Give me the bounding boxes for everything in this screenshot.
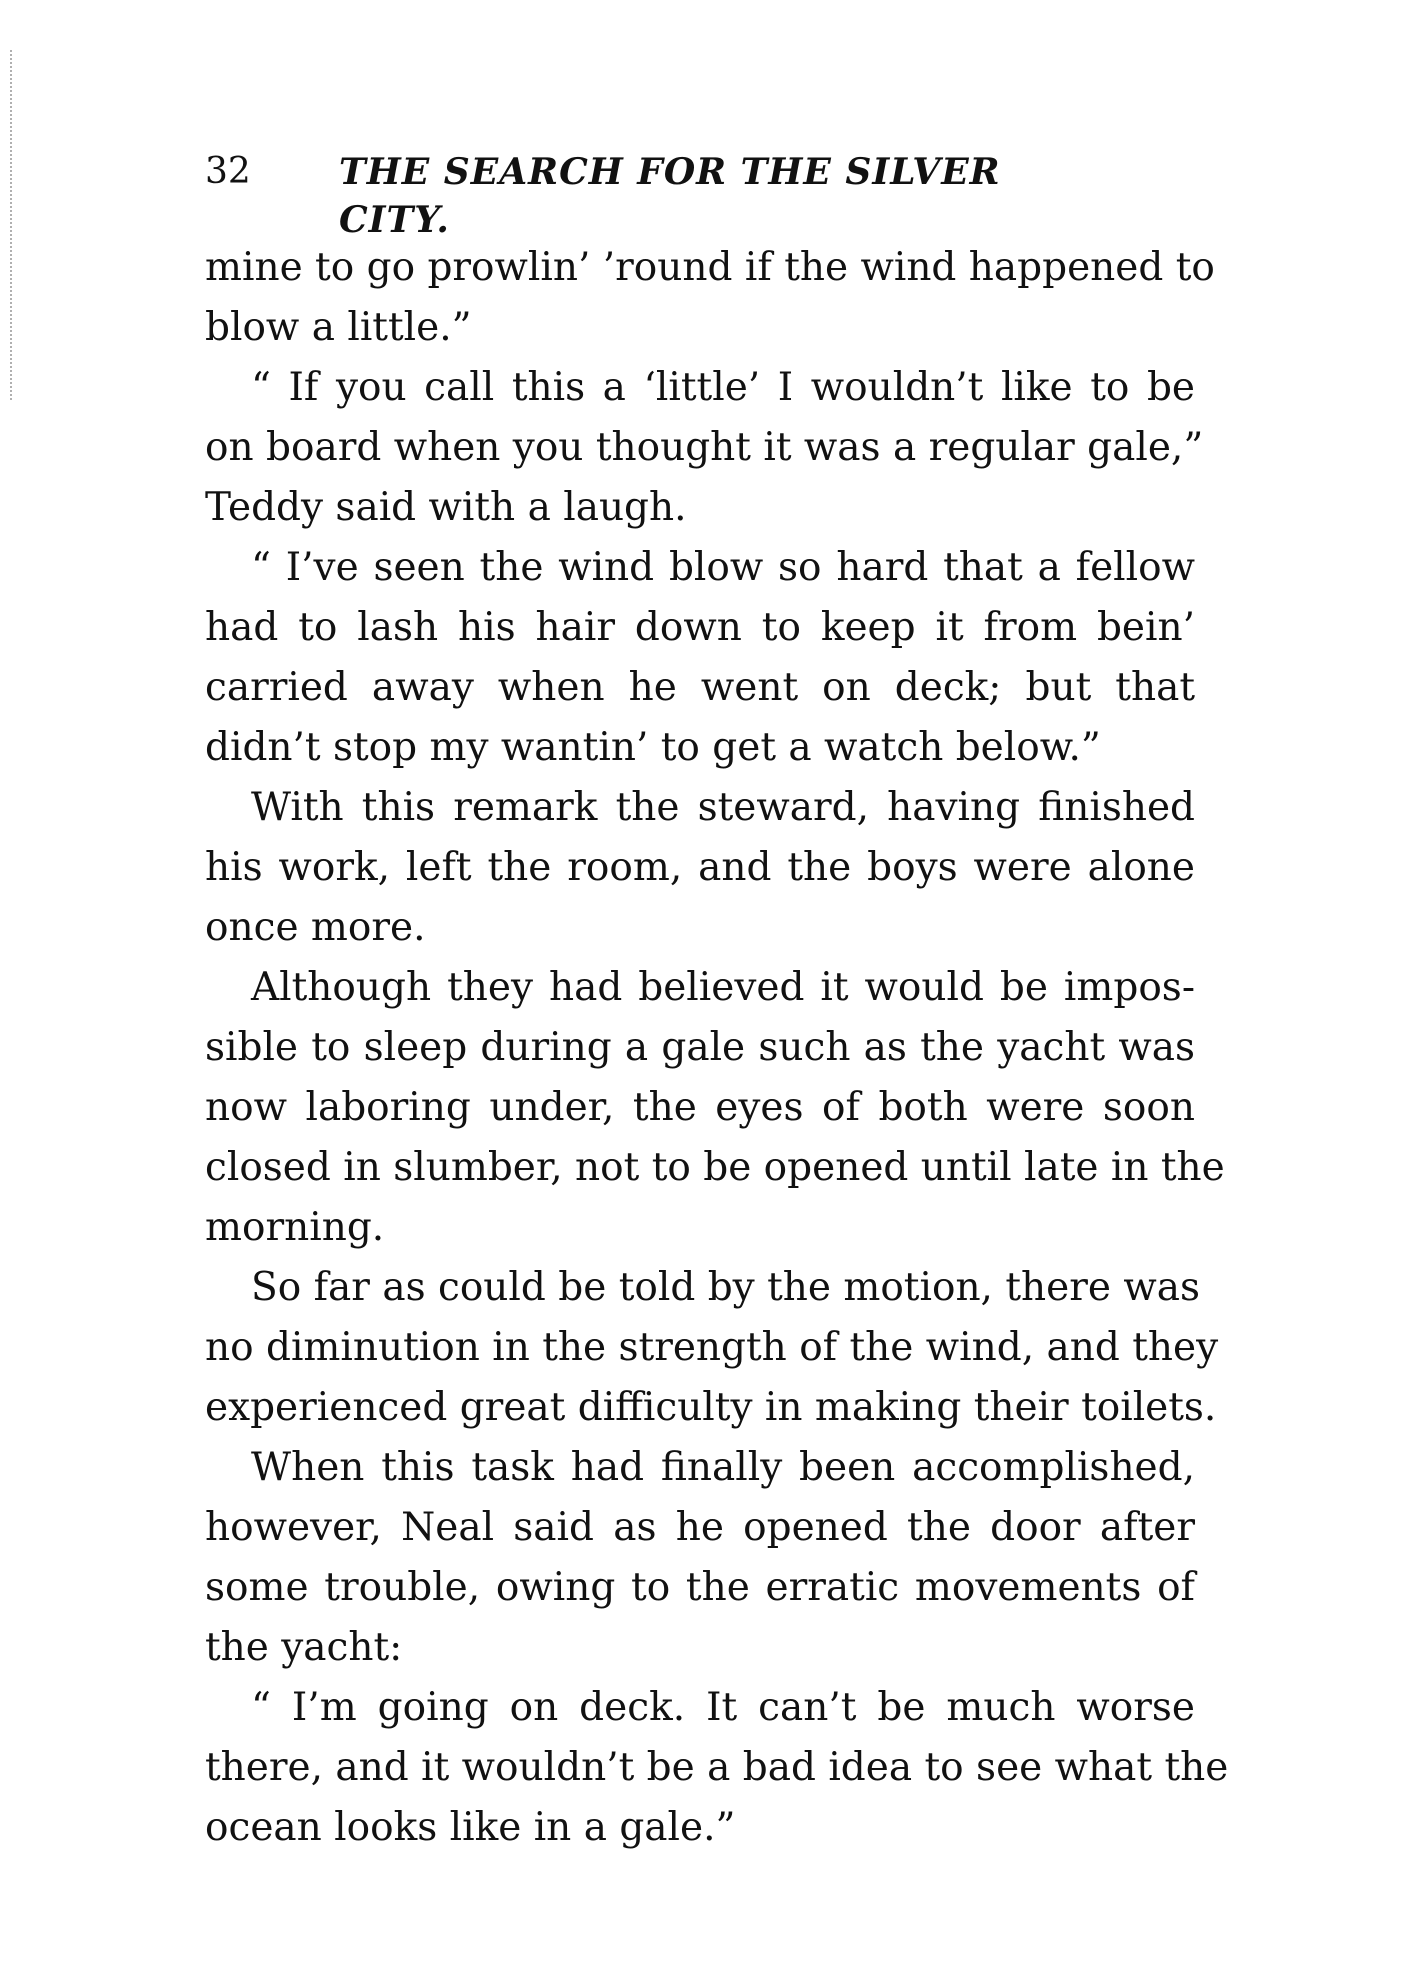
- running-title: THE SEARCH FOR THE SILVER CITY.: [339, 151, 1001, 241]
- text-line: now laboring under, the eyes of both were soon: [205, 1085, 1195, 1130]
- text-line: some trouble, owing to the erratic movements of: [205, 1565, 1195, 1610]
- page-number: 32: [205, 151, 251, 192]
- text-line: there, and it wouldn’t be a bad idea to see what the: [205, 1745, 1229, 1790]
- text-line: mine to go prowlin’ ’round if the wind happened to: [205, 245, 1215, 290]
- text-line: With this remark the steward, having finished: [251, 785, 1195, 830]
- text-line: however, Neal said as he opened the door after: [205, 1505, 1195, 1550]
- text-line: “ I’ve seen the wind blow so hard that a fellow: [251, 545, 1195, 590]
- text-line: blow a little.”: [205, 305, 472, 350]
- text-line: didn’t stop my wantin’ to get a watch below.”: [205, 725, 1101, 770]
- text-line: carried away when he went on deck; but that: [205, 665, 1195, 710]
- text-line: Teddy said with a laugh.: [205, 485, 687, 530]
- text-line: no diminution in the strength of the wind, and they: [205, 1325, 1219, 1370]
- text-line: morning.: [205, 1205, 385, 1250]
- text-line: had to lash his hair down to keep it from bein’: [205, 605, 1195, 650]
- text-line: the yacht:: [205, 1625, 403, 1670]
- gutter-rule: [10, 50, 14, 400]
- text-line: experienced great difficulty in making their toilets.: [205, 1385, 1217, 1430]
- text-line: When this task had finally been accomplished,: [251, 1445, 1195, 1490]
- text-line: “ If you call this a ‘little’ I wouldn’t like to be: [251, 365, 1195, 410]
- text-line: “ I’m going on deck. It can’t be much worse: [251, 1685, 1195, 1730]
- text-line: So far as could be told by the motion, there was: [251, 1265, 1200, 1310]
- running-head: [205, 148, 1085, 241]
- text-line: Although they had believed it would be impos-: [251, 965, 1195, 1010]
- text-line: sible to sleep during a gale such as the yacht was: [205, 1025, 1195, 1070]
- text-line: his work, left the room, and the boys were alone: [205, 845, 1195, 890]
- text-line: on board when you thought it was a regular gale,”: [205, 425, 1204, 470]
- text-line: ocean looks like in a gale.”: [205, 1805, 736, 1850]
- text-line: once more.: [205, 905, 426, 950]
- text-line: closed in slumber, not to be opened until late in the: [205, 1145, 1225, 1190]
- body-text: [205, 238, 1229, 1858]
